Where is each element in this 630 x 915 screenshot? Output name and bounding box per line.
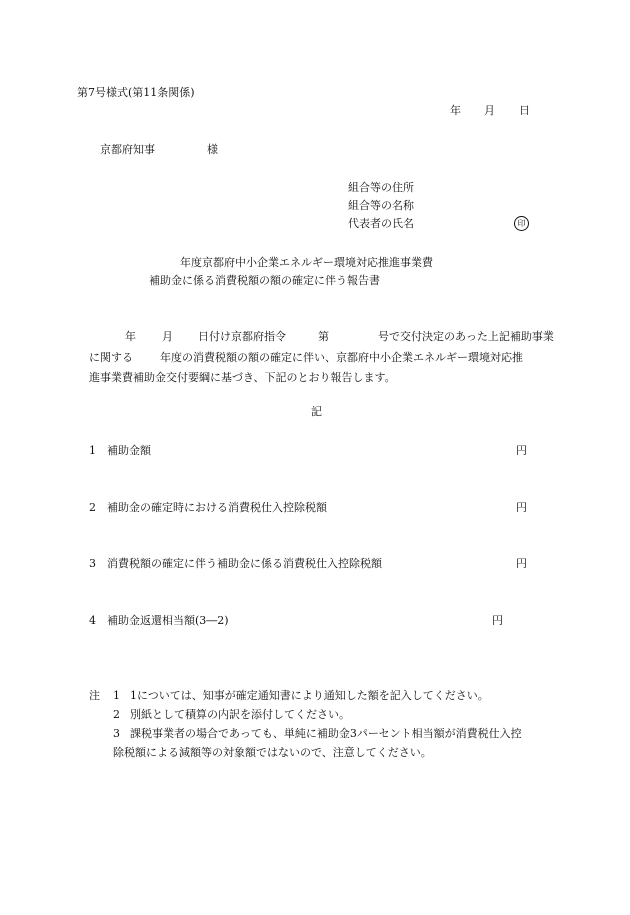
title-line1: 年度京都府中小企業エネルギー環境対応推進事業費 bbox=[180, 256, 433, 269]
date-year: 年 bbox=[450, 104, 461, 117]
item-1-unit: 円 bbox=[516, 444, 527, 457]
applicant-name-label: 組合等の名称 bbox=[348, 199, 414, 212]
addressee-honorific: 様 bbox=[207, 143, 218, 156]
body-line2-b: 年度の消費税額の額の確定に伴い、京都府中小企業エネルギー環境対応推 bbox=[160, 351, 523, 364]
notes-heading: 注 bbox=[89, 689, 100, 702]
item-4-num: 4 bbox=[89, 614, 96, 627]
note-1-text: 1については、知事が確定通知書により通知した額を記入してください。 bbox=[130, 689, 489, 702]
item-3-unit: 円 bbox=[516, 557, 527, 570]
body-month: 月 bbox=[162, 330, 173, 343]
title-line2: 補助金に係る消費税額の額の確定に伴う報告書 bbox=[149, 274, 380, 287]
item-3-num: 3 bbox=[89, 557, 96, 570]
item-4-label: 補助金返還相当額(3―2) bbox=[107, 614, 229, 627]
ki-marker: 記 bbox=[311, 405, 322, 418]
applicant-rep-label: 代表者の氏名 bbox=[348, 217, 414, 230]
seal-icon: 印 bbox=[514, 216, 529, 231]
item-3-label: 消費税額の確定に伴う補助金に係る消費税仕入控除税額 bbox=[107, 557, 382, 570]
body-no: 第 bbox=[318, 330, 329, 343]
body-line2-a: に関する bbox=[89, 351, 133, 364]
body-rest: 号で交付決定のあった上記補助事業 bbox=[378, 330, 554, 343]
item-1-num: 1 bbox=[89, 444, 96, 457]
body-line3: 進事業費補助金交付要綱に基づき、下記のとおり報告します。 bbox=[89, 371, 396, 384]
note-3-text-a: 課税事業者の場合であっても、単純に補助金3パーセント相当額が消費税仕入控 bbox=[130, 727, 522, 740]
note-3-text-b: 除税額による減額等の対象額ではないので、注意してください。 bbox=[113, 746, 432, 759]
note-2-num: 2 bbox=[113, 708, 120, 721]
note-3-num: 3 bbox=[113, 727, 120, 740]
form-label: 第7号様式(第11条関係) bbox=[77, 86, 195, 99]
date-day: 日 bbox=[519, 104, 530, 117]
item-1-label: 補助金額 bbox=[107, 444, 151, 457]
body-day-text: 日付け京都府指令 bbox=[198, 330, 286, 343]
item-2-label: 補助金の確定時における消費税仕入控除税額 bbox=[107, 501, 327, 514]
body-year: 年 bbox=[125, 330, 136, 343]
addressee-name: 京都府知事 bbox=[100, 143, 155, 156]
note-1-num: 1 bbox=[113, 689, 120, 702]
note-2-text: 別紙として積算の内訳を添付してください。 bbox=[130, 708, 350, 721]
applicant-address-label: 組合等の住所 bbox=[348, 181, 414, 194]
item-4-unit: 円 bbox=[492, 614, 503, 627]
item-2-num: 2 bbox=[89, 501, 96, 514]
item-2-unit: 円 bbox=[516, 501, 527, 514]
date-month: 月 bbox=[484, 104, 495, 117]
